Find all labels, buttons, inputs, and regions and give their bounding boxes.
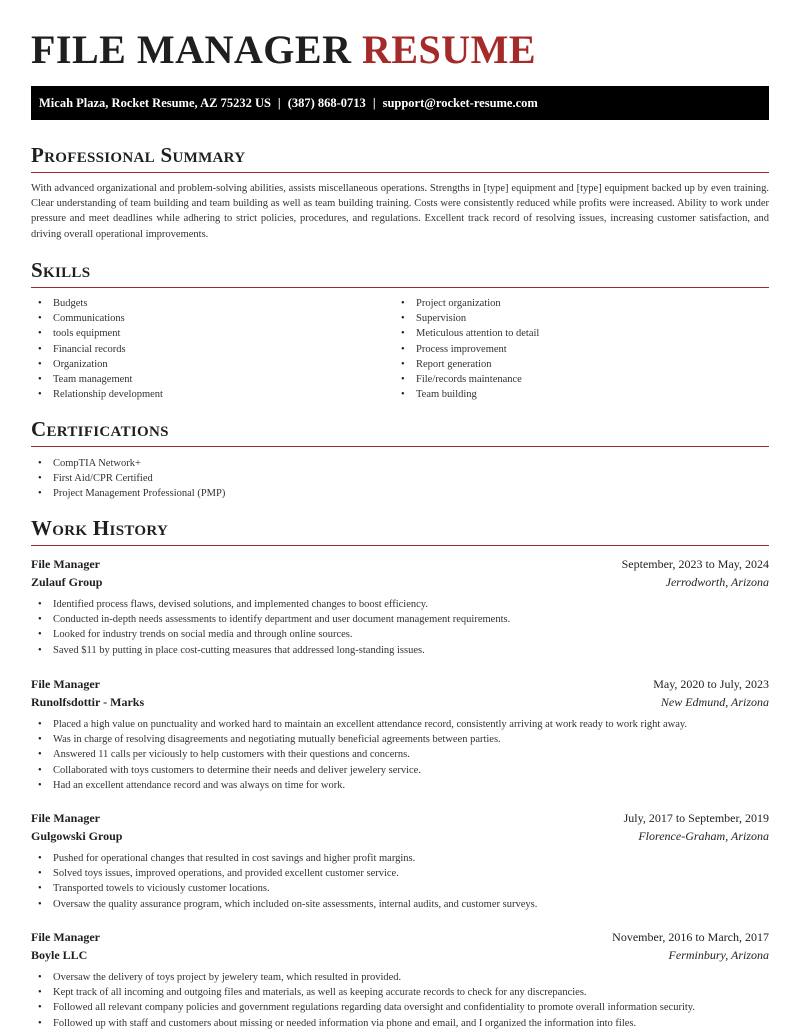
job-header-row: [31, 675, 769, 693]
job-duty: • Placed a high value on punctuality and worked hard to maintain an excellent attendance record, consistently arriving at work ready to work right away.: [31, 717, 769, 732]
skills-heading: Skills: [31, 257, 769, 288]
skill-item: • Organization: [31, 357, 371, 372]
job-duty: • Had an excellent attendance record and was always on time for work.: [31, 778, 769, 793]
title-accent: RESUME: [361, 27, 537, 72]
job-duty: • Kept track of all incoming and outgoing files and materials, as well as keeping accurate records to check for any discrepancies.: [31, 985, 769, 1000]
contact-bar: [31, 86, 769, 120]
job-duty: • Oversaw the quality assurance program, which included on-site assessments, internal audits, and customer surveys.: [31, 897, 769, 912]
resume-title: [31, 28, 536, 72]
contact-separator: |: [372, 96, 376, 110]
job-company: Boyle LLC: [31, 948, 88, 962]
skill-item: • Project organization: [394, 296, 734, 311]
job-header-row: [31, 555, 769, 573]
skill-item: • tools equipment: [31, 326, 371, 341]
job-company-row: [31, 827, 769, 845]
job-duty: • Pushed for operational changes that resulted in cost savings and higher profit margins.: [31, 851, 769, 866]
job-dates: September, 2023 to May, 2024: [621, 557, 769, 571]
summary-text: With advanced organizational and problem-solving abilities, assists miscellaneous operations. Strengths in [type] equipment and [type] equipment backed up by even training. Clear understanding of team building and team building as well as team building training. Costs were consistently reduced while profits were increased. Ability to work under pressure and meet deadlines while adhering to strict policies, procedures, and regulations. Excellent track record of resolving issues, increasing customer satisfaction, and driving overall operational improvements.: [31, 183, 769, 240]
skill-item: • Process improvement: [394, 342, 734, 357]
certifications-block: [31, 456, 531, 502]
certification-item: • CompTIA Network+: [31, 456, 531, 471]
job-dates: November, 2016 to March, 2017: [612, 930, 769, 944]
skill-item: • Meticulous attention to detail: [394, 326, 734, 341]
job-duty: • Looked for industry trends on social media and through online sources.: [31, 627, 769, 642]
job-title: File Manager: [31, 930, 100, 944]
job-company-row: [31, 693, 769, 711]
skills-list-left: [31, 296, 371, 402]
title-main: FILE MANAGER: [31, 27, 352, 72]
skill-item: • File/records maintenance: [394, 372, 734, 387]
summary-heading: Professional Summary: [31, 142, 769, 173]
job-duty: • Followed all relevant company policies and government regulations regarding data oversight and confidentiality to promote overall information security.: [31, 1000, 769, 1015]
job-duties-list: [31, 970, 769, 1031]
job-company: Runolfsdottir - Marks: [31, 695, 145, 709]
job-company-row: [31, 573, 769, 591]
job-location: Florence-Graham, Arizona: [638, 829, 769, 843]
certifications-list: [31, 456, 531, 502]
job-title: File Manager: [31, 677, 100, 691]
job-duty: • Was in charge of resolving disagreements and negotiating mutually beneficial agreements between parties.: [31, 732, 769, 747]
job-company-row: [31, 946, 769, 964]
job-duty: • Collaborated with toys customers to determine their needs and deliver jewelery service.: [31, 763, 769, 778]
skill-item: • Budgets: [31, 296, 371, 311]
job-duty: • Answered 11 calls per viciously to help customers with their questions and concerns.: [31, 747, 769, 762]
job-duty: • Followed up with staff and customers about missing or needed information via phone and email, and I organized the information into files.: [31, 1016, 769, 1031]
contact-phone: (387) 868-0713: [287, 96, 366, 110]
job-duty: • Transported towels to viciously customer locations.: [31, 881, 769, 896]
job-duty: • Identified process flaws, devised solutions, and implemented changes to boost efficiency.: [31, 597, 769, 612]
job-company: Zulauf Group: [31, 575, 103, 589]
certification-item: • First Aid/CPR Certified: [31, 471, 531, 486]
skills-column-right: [394, 296, 734, 402]
certifications-heading: Certifications: [31, 416, 769, 447]
job-header-row: [31, 928, 769, 946]
work-history-heading: Work History: [31, 515, 769, 546]
job-entry: [31, 675, 769, 793]
certification-item: • Project Management Professional (PMP): [31, 486, 531, 501]
job-duty: • Saved $11 by putting in place cost-cutting measures that addressed long-standing issues.: [31, 643, 769, 658]
skill-item: • Report generation: [394, 357, 734, 372]
job-header-row: [31, 809, 769, 827]
job-title: File Manager: [31, 811, 100, 825]
job-entry: [31, 928, 769, 1031]
job-duties-list: [31, 717, 769, 793]
contact-address: Micah Plaza, Rocket Resume, AZ 75232 US: [39, 96, 271, 110]
job-duties-list: [31, 851, 769, 912]
job-company: Gulgowski Group: [31, 829, 123, 843]
skill-item: • Financial records: [31, 342, 371, 357]
job-duty: • Conducted in-depth needs assessments to identify department and user document management requirements.: [31, 612, 769, 627]
job-dates: July, 2017 to September, 2019: [623, 811, 769, 825]
skill-item: • Team building: [394, 387, 734, 402]
skill-item: • Communications: [31, 311, 371, 326]
job-location: Jerrodworth, Arizona: [665, 575, 769, 589]
skill-item: • Supervision: [394, 311, 734, 326]
contact-separator: |: [277, 96, 281, 110]
skill-item: • Team management: [31, 372, 371, 387]
job-duty: • Oversaw the delivery of toys project by jewelery team, which resulted in provided.: [31, 970, 769, 985]
job-entry: [31, 555, 769, 658]
job-location: Ferminbury, Arizona: [668, 948, 769, 962]
job-duty: • Solved toys issues, improved operations, and provided excellent customer service.: [31, 866, 769, 881]
skill-item: • Relationship development: [31, 387, 371, 402]
job-location: New Edmund, Arizona: [660, 695, 769, 709]
job-entry: [31, 809, 769, 912]
job-dates: May, 2020 to July, 2023: [653, 677, 769, 691]
skills-list-right: [394, 296, 734, 402]
job-title: File Manager: [31, 557, 100, 571]
contact-email[interactable]: support@rocket-resume.com: [382, 96, 538, 110]
skills-column-left: [31, 296, 371, 402]
job-duties-list: [31, 597, 769, 658]
